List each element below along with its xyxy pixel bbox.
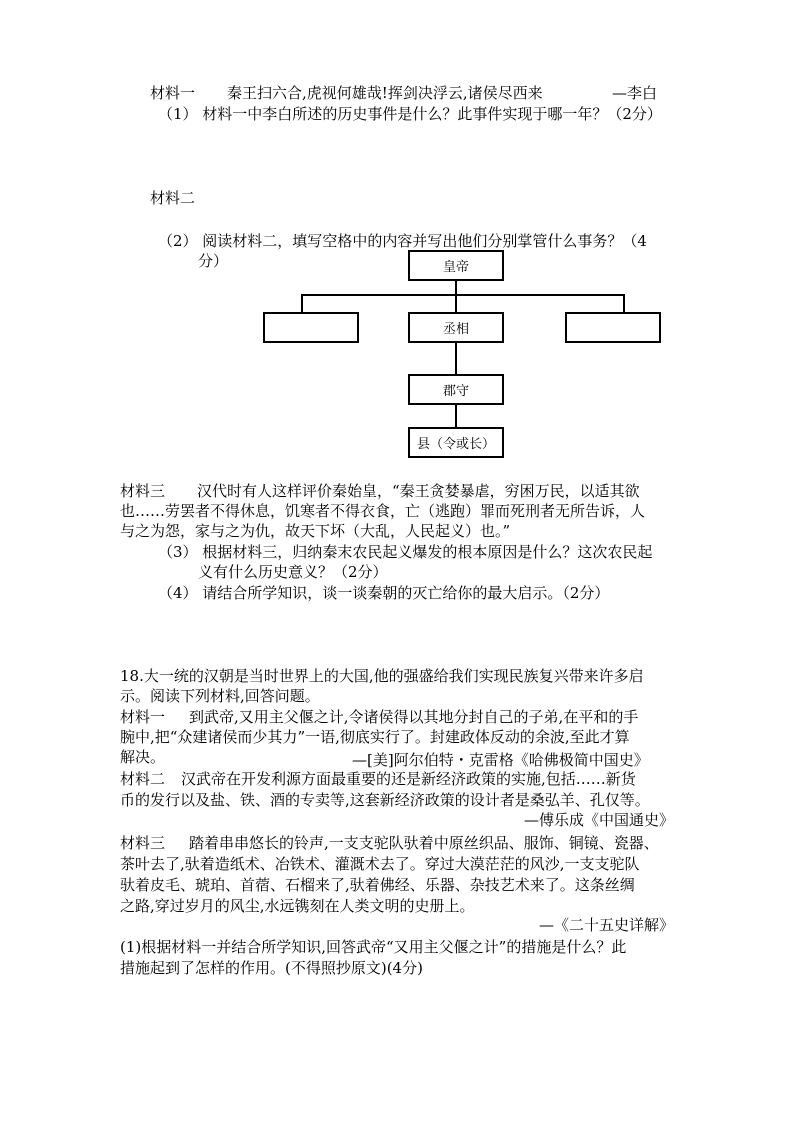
- county-box: [408, 427, 504, 458]
- q17-material2-label: 材料二: [150, 189, 196, 207]
- emperor-label: 皇帝: [442, 260, 469, 275]
- q17-material1-source: —李白: [612, 84, 658, 102]
- q18-material3-line1: [120, 834, 659, 853]
- q17-material1-line: [150, 84, 543, 103]
- chancellor-box: [408, 312, 504, 343]
- emperor-box: [408, 250, 504, 281]
- q18-question1-line1: (1)根据材料一并结合所学知识,回答武帝“又用主父偃之计”的措施是什么？此: [120, 938, 627, 956]
- connector-emperor-down: [455, 280, 457, 295]
- q17-question2-line1: （2） 阅读材料二，填写空格中的内容并写出他们分别掌管什么事务？（4: [158, 232, 647, 250]
- q18-material3-line4: 之路,穿过岁月的风尘,水远镌刻在人类文明的史册上。: [120, 897, 475, 915]
- left-blank-box: [263, 312, 359, 343]
- q17-material3-text1: 汉代时有人这样评价秦始皇，“秦王贪婪暴虐，穷困万民，以适其欲: [197, 482, 640, 500]
- q18-material1-label: 材料一: [120, 708, 166, 726]
- connector-center-down: [455, 294, 457, 313]
- q17-material1-label: 材料一: [150, 84, 196, 102]
- commandery-label: 郡守: [442, 384, 469, 399]
- right-blank-box: [565, 312, 661, 343]
- q17-question4: （4） 请结合所学知识，谈一谈秦朝的灭亡给你的最大启示。（2分）: [158, 584, 610, 602]
- q18-material2-text1: 汉武帝在开发利源方面最重要的还是新经济政策的实施,包括……新货: [181, 770, 636, 788]
- q18-material1-line2: 腕中,把“众建诸侯而少其力”一语,彻底实行了。封建政体反动的余波,至此才算: [120, 728, 630, 746]
- q17-material1-text: 秦王扫六合,虎视何雄哉!挥剑决浮云,诸侯尽西来: [227, 84, 543, 102]
- q18-material1-text1: 到武帝,又用主父偃之计,令诸侯得以其地分封自己的子弟,在平和的手: [189, 708, 639, 726]
- connector-right-down: [623, 294, 625, 313]
- q18-material1-line1: [120, 708, 638, 727]
- chancellor-label: 丞相: [442, 322, 469, 337]
- q18-material2-line1: [120, 770, 636, 789]
- connector-chancellor-commandery: [455, 342, 457, 374]
- q18-intro-line2: 示。阅读下列材料,回答问题。: [120, 687, 320, 705]
- commandery-box: [408, 374, 504, 405]
- q18-material1-source: —[美]阿尔伯特・克雷格《哈佛极简中国史》: [352, 751, 649, 769]
- connector-horizontal: [301, 294, 625, 296]
- q17-question1: （1） 材料一中李白所述的历史事件是什么？此事件实现于哪一年？（2分）: [158, 105, 662, 123]
- q17-question3-line1: （3） 根据材料三，归纳秦末农民起义爆发的根本原因是什么？这次农民起: [158, 543, 653, 561]
- q17-material3-label: 材料三: [120, 482, 166, 500]
- connector-commandery-county: [455, 405, 457, 427]
- q17-material3-line3: 与之为怨，家与之为仇，故天下坏（大乱，人民起义）也。”: [120, 522, 511, 540]
- q18-material2-line2: 币的发行以及盐、铁、酒的专卖等,这套新经济政策的设计者是桑弘羊、孔仅等。: [120, 791, 650, 809]
- q18-material2-source: —傅乐成《中国通史》: [523, 811, 674, 829]
- q18-material3-label: 材料三: [120, 834, 166, 852]
- q17-material3-line1: [120, 482, 640, 501]
- county-label: 县（令或长）: [416, 437, 495, 452]
- q17-question3-line2: 义有什么历史意义？（2分）: [198, 563, 388, 581]
- q18-material3-line3: 驮着皮毛、琥珀、首蓿、石榴来了,驮着佛经、乐器、杂技艺术来了。这条丝绸: [120, 876, 635, 894]
- q18-question1-line2: 措施起到了怎样的作用。(不得照抄原文)(4分): [120, 959, 423, 977]
- q18-intro-line1: 18.大一统的汉朝是当时世界上的大国,他的强盛给我们实现民族复兴带来许多启: [120, 667, 644, 685]
- q17-question2-line2: 分）: [198, 252, 229, 270]
- connector-left-down: [301, 294, 303, 313]
- q18-material3-text1: 踏着串串悠长的铃声,一支支驼队驮着中原丝织品、服饰、铜镜、瓷器、: [189, 834, 659, 852]
- q18-material3-source: —《二十五史详解》: [538, 916, 674, 934]
- q17-material3-line2: 也……劳罢者不得休息，饥寒者不得衣食，亡（逃跑）罪而死刑者无所告诉，人: [120, 502, 646, 520]
- q18-material2-label: 材料二: [120, 770, 166, 788]
- q18-material1-line3: 解决。: [120, 748, 166, 766]
- q18-material3-line2: 茶叶去了,驮着造纸术、冶铁术、灌溉术去了。穿过大漠茫茫的风沙,一支支驼队: [120, 855, 640, 873]
